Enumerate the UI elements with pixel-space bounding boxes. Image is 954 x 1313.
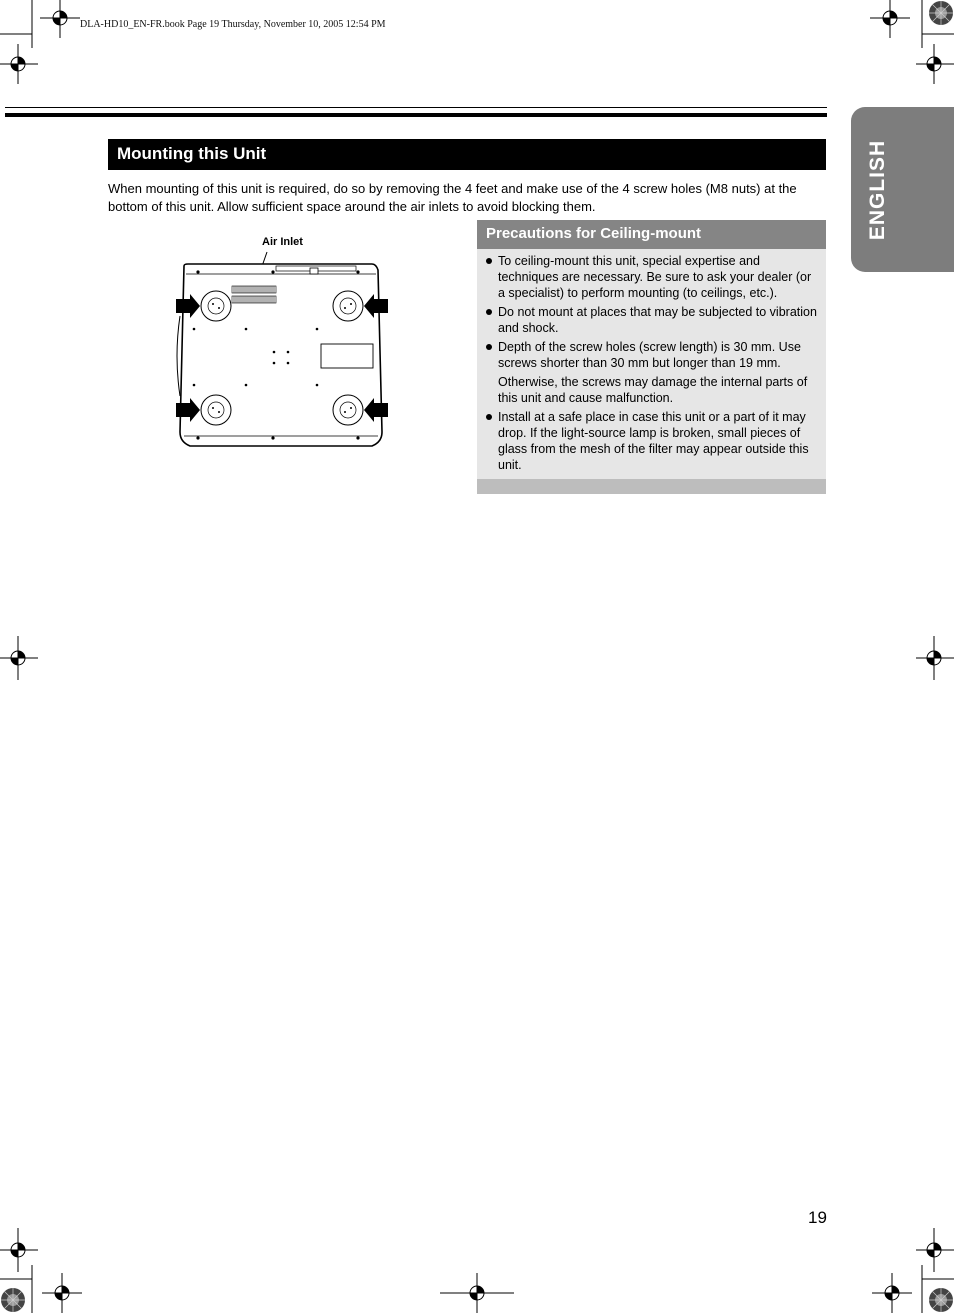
bullet-icon (486, 414, 492, 420)
registration-mark-right-upper (914, 42, 954, 86)
bullet-icon (486, 309, 492, 315)
list-item (486, 304, 818, 336)
registration-mark-bottom-right (870, 1273, 914, 1313)
precaution-text: Depth of the screw holes (screw length) is 30 mm. Use screws shorter than 30 mm but longer than 19 mm. (498, 340, 801, 370)
list-item (486, 409, 818, 473)
language-tab-label: ENGLISH (866, 139, 889, 241)
registration-mark-left-middle (0, 636, 40, 680)
list-item (486, 253, 818, 301)
registration-mark-bottom-center (440, 1273, 514, 1313)
precautions-box (477, 220, 826, 494)
registration-mark-right-middle (914, 636, 954, 680)
section-heading-bar (108, 139, 826, 170)
print-header: DLA-HD10_EN-FR.book Page 19 Thursday, November 10, 2005 12:54 PM (80, 19, 386, 30)
bullet-icon (486, 258, 492, 264)
precautions-title: Precautions for Ceiling-mount (486, 225, 702, 242)
color-target-top-right (928, 0, 954, 26)
crop-mark-top-left (0, 0, 34, 48)
registration-mark-top-right (868, 0, 912, 40)
color-target-bottom-left (0, 1287, 26, 1313)
bullet-icon (486, 344, 492, 350)
access-panel (321, 344, 373, 368)
intro-paragraph: When mounting of this unit is required, do so by removing the 4 feet and make use of the 4 screw holes (M8 nuts) at the bottom of this unit. Allow sufficient space around the air inlets to avoid blocking them. (108, 181, 797, 214)
precaution-continuation: Otherwise, the screws may damage the internal parts of this unit and cause malfunction. (498, 375, 808, 405)
list-item (486, 339, 818, 406)
lens-bump (177, 316, 180, 396)
air-inlet-label: Air Inlet (262, 236, 303, 248)
registration-mark-bottom-left (40, 1273, 84, 1313)
precaution-text: Install at a safe place in case this unit or a part of it may drop. If the light-source lamp is broken, small pieces of glass from the mesh of the filter may appear outside this unit. (498, 410, 809, 472)
precautions-header (477, 220, 826, 249)
precautions-footer-band (477, 479, 826, 494)
section-title: Mounting this Unit (117, 144, 267, 163)
precaution-text: Do not mount at places that may be subjected to vibration and shock. (498, 305, 817, 335)
precautions-list (486, 253, 818, 476)
color-target-bottom-right (928, 1287, 954, 1313)
header-rule-thin (5, 107, 827, 108)
registration-mark-top-left (38, 0, 82, 40)
page-number: 19 (808, 1208, 827, 1227)
precaution-text: To ceiling-mount this unit, special expertise and techniques are necessary. Be sure to ask your dealer (or a specialist) to perform mounting (to ceilings, etc.). (498, 254, 812, 300)
header-rule-thick (5, 113, 827, 117)
unit-bottom-diagram (172, 236, 392, 456)
registration-mark-left-upper (0, 42, 40, 86)
